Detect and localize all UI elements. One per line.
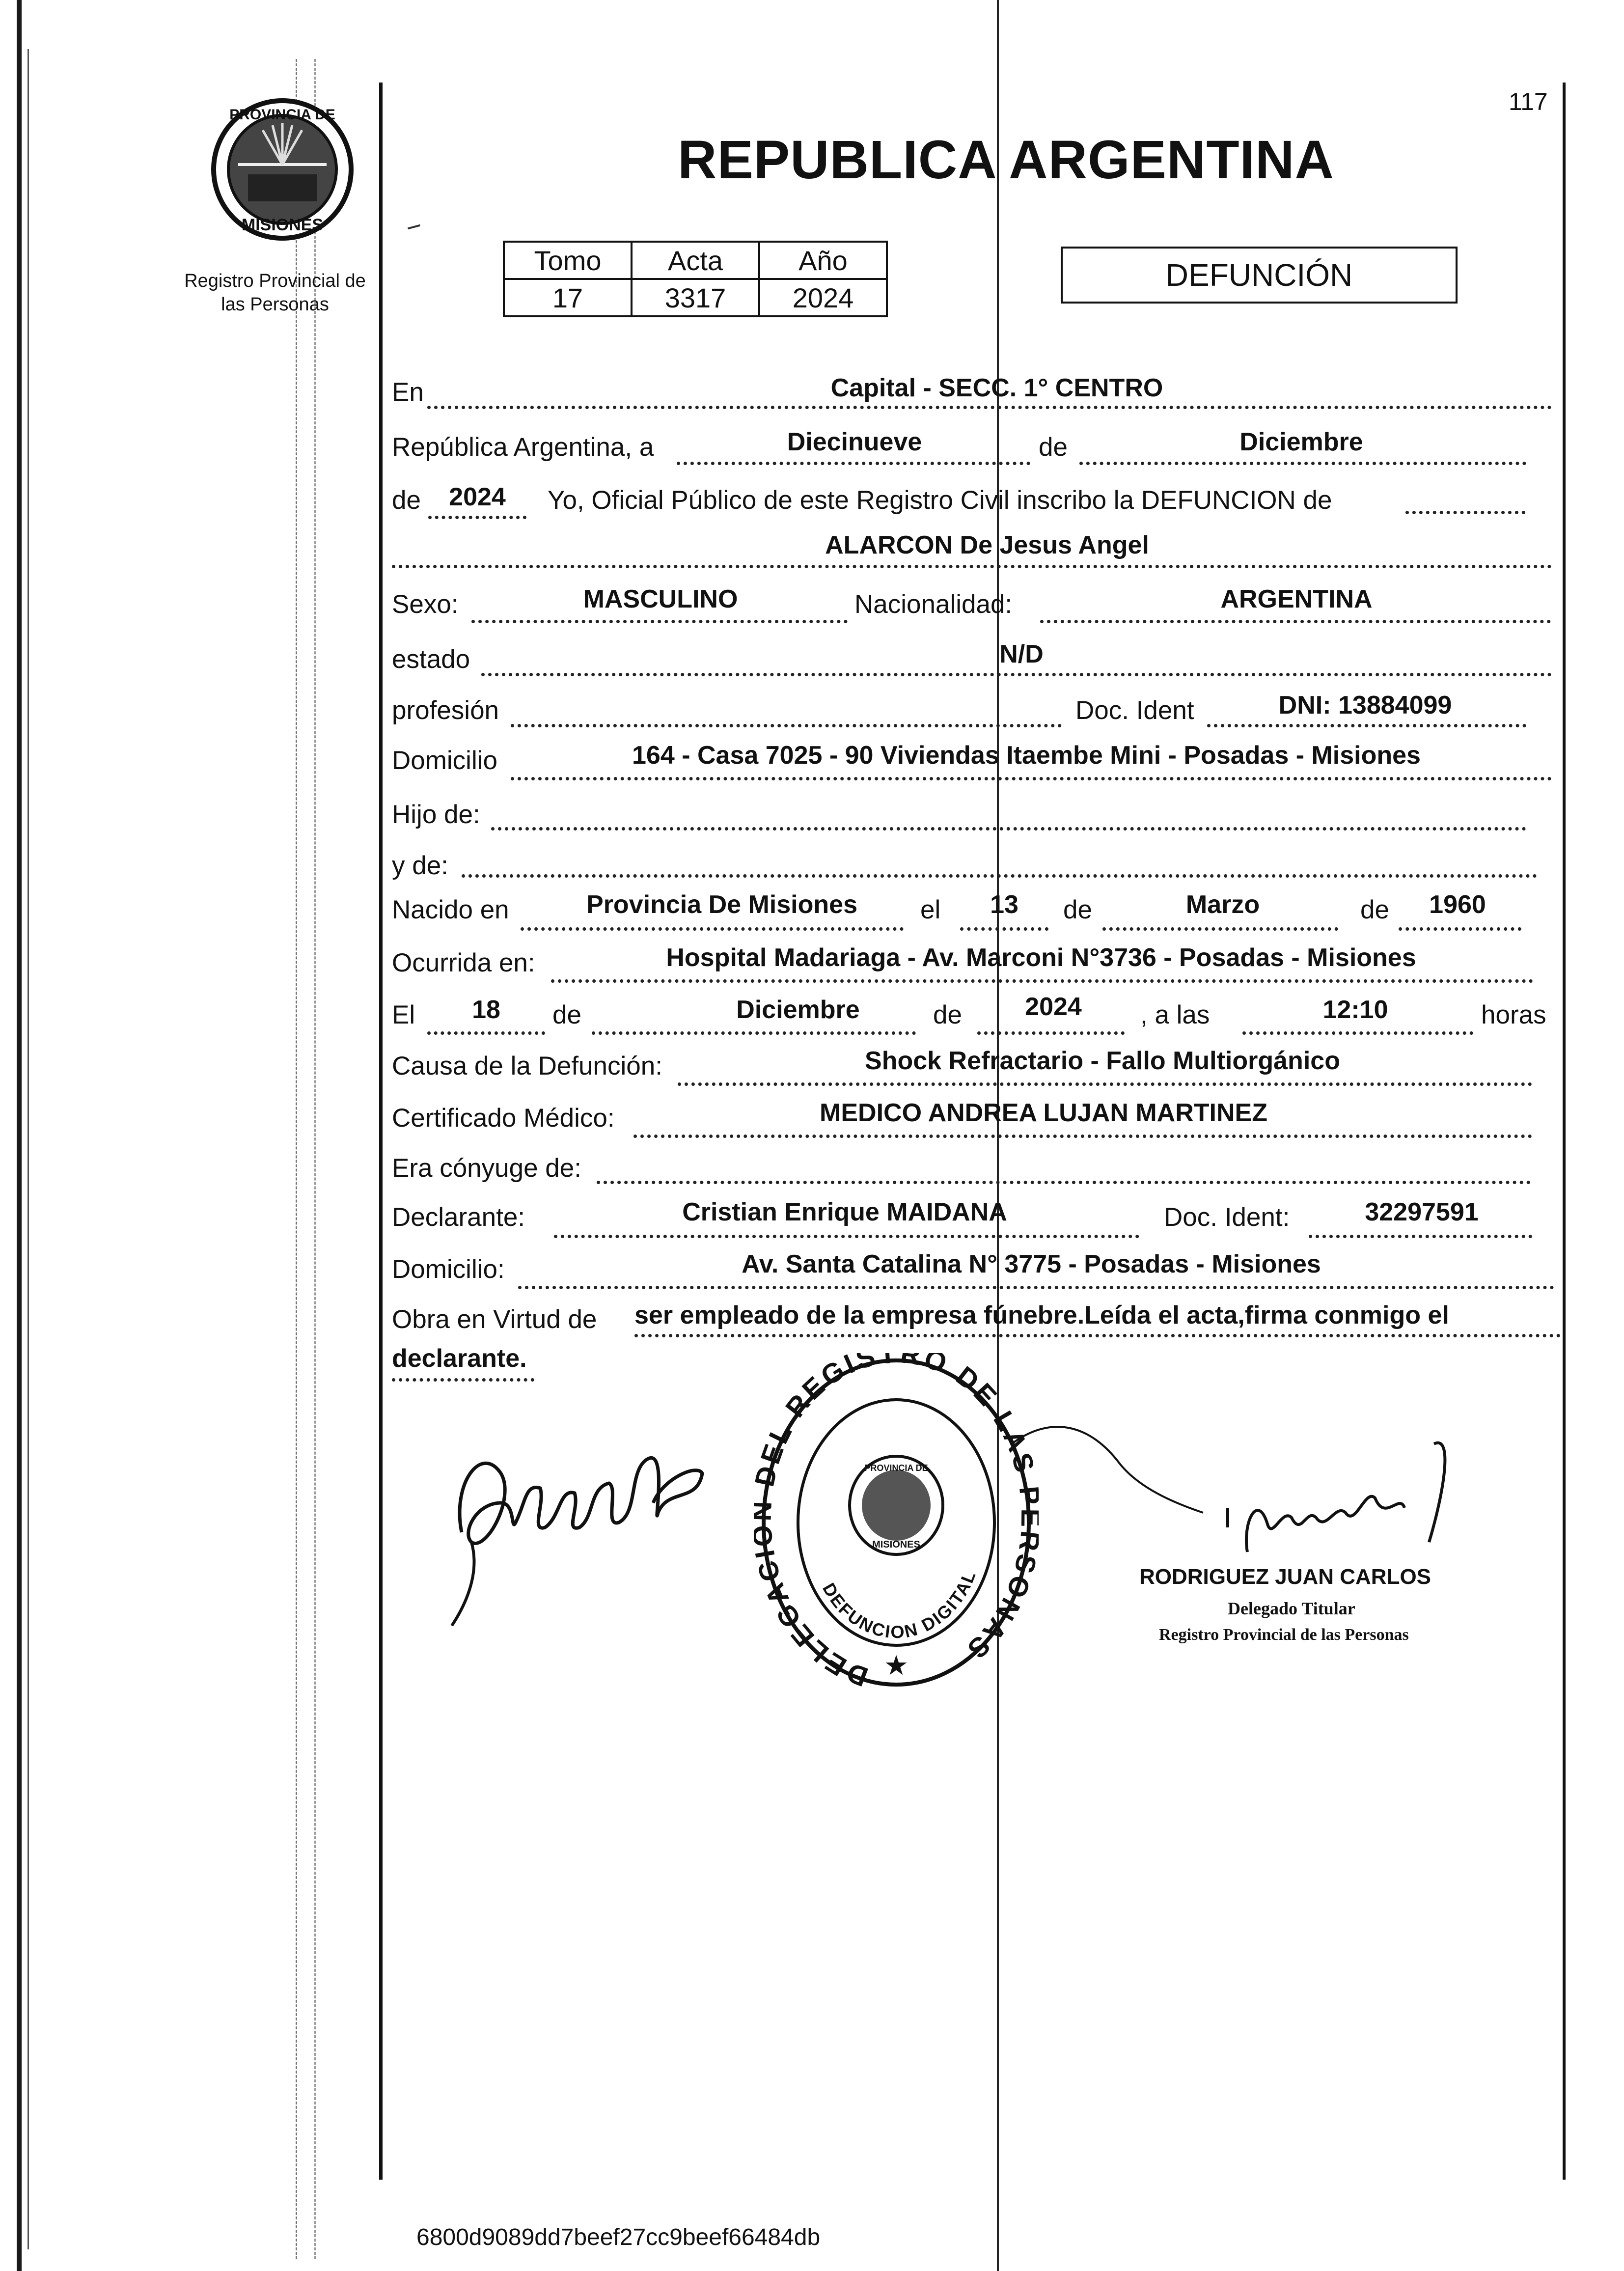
domicilio-label: Domicilio (392, 746, 497, 775)
svg-text:DEFUNCION DIGITAL: DEFUNCION DIGITAL (819, 1567, 980, 1642)
obra-value-1: ser empleado de la empresa fúnebre.Leída el acta,firma conmigo el (634, 1301, 1449, 1329)
page-number: 117 (1509, 88, 1548, 115)
registro-header-row (504, 242, 887, 279)
signatory-name: RODRIGUEZ JUAN CARLOS (1139, 1565, 1431, 1589)
fallec-anio-value: 2024 (1025, 993, 1082, 1021)
nacionalidad-label: Nacionalidad: (854, 590, 1013, 619)
fallec-mes-dots (592, 1031, 916, 1035)
mes-dots (1079, 462, 1526, 465)
hijo-dots (491, 827, 1526, 831)
anio-dots (428, 516, 526, 519)
conyuge-label: Era cónyuge de: (392, 1154, 581, 1183)
anio-value: 2024 (449, 483, 506, 511)
causa-value: Shock Refractario - Fallo Multiorgánico (865, 1047, 1340, 1075)
alas-label: , a las (1140, 1000, 1210, 1029)
doc-dots (1207, 724, 1526, 727)
de-label: de (1039, 433, 1068, 462)
obra-dots-2 (392, 1378, 534, 1382)
fallec-de1-label: de (552, 1000, 581, 1029)
hora-value: 12:10 (1322, 996, 1388, 1024)
sexo-label: Sexo: (392, 590, 459, 619)
causa-label: Causa de la Defunción: (392, 1052, 662, 1080)
left-margin-line (379, 83, 383, 2180)
decl-doc-dots (1309, 1235, 1532, 1238)
hora-dots (1242, 1031, 1473, 1035)
obra-dots-1 (634, 1334, 1561, 1337)
nacido-mes-dots (1102, 927, 1338, 931)
fallec-anio-dots (977, 1031, 1125, 1035)
profesion-dots (511, 724, 1062, 727)
acta-value: 3317 (632, 279, 759, 316)
causa-dots (678, 1082, 1532, 1086)
ocurrida-value: Hospital Madariaga - Av. Marconi N°3736 - Posadas - Misiones (666, 943, 1416, 972)
ocurrida-label: Ocurrida en: (392, 948, 535, 977)
conyuge-dots (597, 1181, 1531, 1184)
decl-doc-label: Doc. Ident: (1164, 1203, 1290, 1232)
declarante-signature (442, 1405, 717, 1640)
tomo-value: 17 (504, 279, 632, 316)
punch-line (296, 59, 297, 2259)
nacido-dia-value: 13 (990, 890, 1018, 919)
tomo-header: Tomo (504, 242, 632, 279)
horas-label: horas (1481, 1000, 1546, 1029)
registro-value-row (504, 279, 887, 316)
certificado-value: MEDICO ANDREA LUJAN MARTINEZ (820, 1099, 1267, 1127)
estado-dots (481, 673, 1552, 676)
estado-label: estado (392, 645, 470, 674)
nacido-label: Nacido en (392, 895, 509, 924)
dia-dots (677, 462, 1030, 465)
mes-value: Diciembre (1239, 428, 1363, 456)
yde-label: y de: (392, 851, 448, 880)
domicilio-dots (511, 777, 1552, 780)
nacido-lugar-dots (521, 927, 904, 931)
oficial-text: Yo, Oficial Público de este Registro Civil inscribo la DEFUNCION de (548, 486, 1332, 515)
decl-dom-dots (518, 1286, 1554, 1289)
fallec-dia-dots (427, 1031, 545, 1035)
nombre-dots (392, 565, 1552, 568)
svg-text:MISIONES: MISIONES (872, 1539, 920, 1550)
document-type: DEFUNCIÓN (1165, 257, 1353, 293)
dash-mark (408, 224, 420, 230)
svg-text:DELEGACIÓN DEL REGISTRO DE LAS: DELEGAC EL REGISTRO DE LAS ONAS (754, 1353, 1039, 1693)
page-title: REPUBLICA ARGENTINA (678, 130, 1334, 190)
fallec-dia-value: 18 (472, 996, 500, 1024)
nacido-dia-dots (960, 927, 1048, 931)
punch-line-2 (314, 59, 316, 2259)
declarante-label: Declarante: (392, 1203, 525, 1232)
sexo-dots (471, 620, 848, 623)
doc-value: DNI: 13884099 (1278, 691, 1452, 720)
en-dots (427, 406, 1552, 409)
sexo-value: MASCULINO (583, 585, 738, 613)
anio-label: de (392, 486, 421, 515)
decl-dom-label: Domicilio: (392, 1255, 505, 1284)
signatory-block (1139, 1565, 1493, 1644)
nacionalidad-value: ARGENTINA (1220, 585, 1373, 613)
ocurrida-dots (551, 979, 1533, 983)
en-value: Capital - SECC. 1° CENTRO (830, 374, 1163, 402)
domicilio-value: 164 - Casa 7025 - 90 Viviendas Itaembe Mini - Posadas - Misiones (632, 741, 1421, 770)
decl-doc-value: 32297591 (1365, 1198, 1479, 1226)
registry-caption-line-1: Registro Provincial de (184, 271, 366, 291)
estado-value: N/D (999, 640, 1044, 668)
anio-value: 2024 (759, 279, 887, 316)
registry-caption (162, 269, 388, 316)
obra-label: Obra en Virtud de (392, 1305, 597, 1334)
yde-dots (462, 874, 1537, 878)
republica-label: República Argentina, a (392, 433, 654, 462)
nombre-value: ALARCON De Jesus Angel (825, 531, 1149, 559)
profesion-label: profesión (392, 696, 499, 725)
declarante-dots (554, 1235, 1139, 1238)
nacido-el-label: el (920, 895, 941, 924)
nacido-de2-label: de (1360, 895, 1389, 924)
svg-text:MISIONES: MISIONES (241, 216, 324, 234)
binding-edge-thin (28, 49, 29, 2249)
official-stamp (754, 1353, 1039, 1697)
nacionalidad-dots (1040, 620, 1551, 623)
province-logo (204, 96, 361, 243)
signatory-office: Registro Provincial de las Personas (1159, 1626, 1409, 1644)
fallec-de2-label: de (933, 1000, 962, 1029)
anio-header: Año (759, 242, 887, 279)
declarante-value: Cristian Enrique MAIDANA (682, 1198, 1007, 1226)
svg-text:★: ★ (883, 1650, 909, 1681)
document-type-box (1061, 247, 1458, 304)
registro-table (503, 241, 888, 317)
hijo-label: Hijo de: (392, 800, 480, 829)
nacido-lugar-value: Provincia De Misiones (586, 890, 857, 919)
doc-label: Doc. Ident (1075, 696, 1194, 725)
signatory-role: Delegado Titular (1228, 1599, 1355, 1618)
nacido-mes-value: Marzo (1185, 890, 1260, 919)
certificado-dots (633, 1135, 1532, 1138)
binding-edge (17, 0, 22, 2271)
svg-text:PROVINCIA DE: PROVINCIA DE (864, 1463, 928, 1473)
nacido-anio-dots (1399, 927, 1521, 931)
fallec-mes-value: Diciembre (736, 996, 860, 1024)
nacido-anio-value: 1960 (1429, 890, 1486, 919)
decl-dom-value: Av. Santa Catalina N° 3775 - Posadas - Misiones (742, 1250, 1321, 1278)
registry-caption-line-2: las Personas (221, 294, 329, 315)
obra-value-2: declarante. (392, 1344, 527, 1373)
right-margin-line (1563, 83, 1566, 2180)
nacido-de1-label: de (1063, 895, 1092, 924)
acta-header: Acta (632, 242, 759, 279)
svg-text:PROVINCIA DE: PROVINCIA DE (229, 107, 335, 123)
document-hash: 6800d9089dd7beef27cc9beef66484db (416, 2224, 821, 2250)
certificado-label: Certificado Médico: (392, 1104, 615, 1133)
fallec-el-label: El (392, 1000, 415, 1029)
oficial-dots (1405, 511, 1525, 514)
dia-value: Diecinueve (787, 428, 922, 456)
en-label: En (392, 378, 424, 407)
